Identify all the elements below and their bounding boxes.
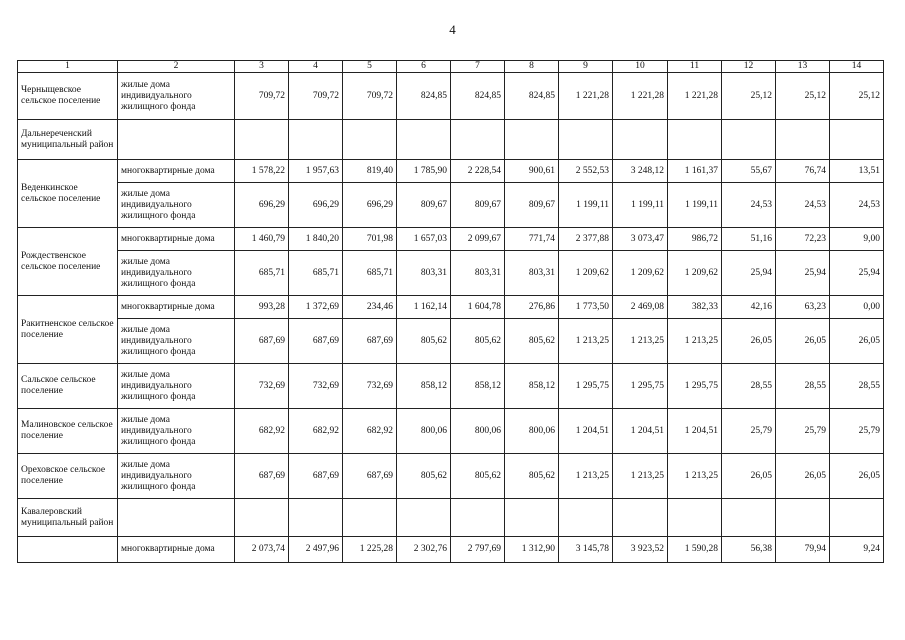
value-cell: 9,00 — [830, 228, 884, 251]
col-header: 1 — [18, 61, 118, 73]
value-cell: 685,71 — [343, 251, 397, 296]
value-cell: 900,61 — [505, 160, 559, 183]
value-cell: 2 228,54 — [451, 160, 505, 183]
value-cell: 1 204,51 — [613, 409, 668, 454]
value-cell — [559, 499, 613, 537]
value-cell — [722, 120, 776, 160]
value-cell: 3 923,52 — [613, 537, 668, 563]
housing-type-cell: жилые дома индивидуального жилищного фонда — [118, 319, 235, 364]
value-cell — [830, 120, 884, 160]
value-cell: 819,40 — [343, 160, 397, 183]
value-cell: 805,62 — [505, 454, 559, 499]
value-cell: 28,55 — [776, 364, 830, 409]
table-row — [18, 364, 884, 409]
value-cell: 25,79 — [830, 409, 884, 454]
territory-cell: Дальнереченский муниципальный район — [18, 120, 118, 160]
value-cell — [613, 499, 668, 537]
value-cell: 800,06 — [397, 409, 451, 454]
table-row — [18, 251, 884, 296]
table-row — [18, 319, 884, 364]
value-cell: 1 225,28 — [343, 537, 397, 563]
value-cell: 1 590,28 — [668, 537, 722, 563]
territory-cell: Кавалеровский муниципальный район — [18, 499, 118, 537]
territory-cell: Рождественское сельское поселение — [18, 228, 118, 296]
value-cell: 3 248,12 — [613, 160, 668, 183]
value-cell: 26,05 — [722, 454, 776, 499]
value-cell: 858,12 — [397, 364, 451, 409]
value-cell: 51,16 — [722, 228, 776, 251]
value-cell: 24,53 — [830, 183, 884, 228]
value-cell: 1 204,51 — [668, 409, 722, 454]
value-cell — [668, 499, 722, 537]
value-cell: 1 213,25 — [559, 454, 613, 499]
value-cell: 1 604,78 — [451, 296, 505, 319]
value-cell: 732,69 — [289, 364, 343, 409]
value-cell: 26,05 — [722, 319, 776, 364]
value-cell: 1 213,25 — [668, 319, 722, 364]
value-cell: 24,53 — [722, 183, 776, 228]
value-cell: 803,31 — [451, 251, 505, 296]
value-cell — [343, 499, 397, 537]
value-cell: 696,29 — [343, 183, 397, 228]
value-cell: 3 073,47 — [613, 228, 668, 251]
value-cell: 687,69 — [289, 454, 343, 499]
value-cell: 682,92 — [289, 409, 343, 454]
value-cell: 809,67 — [505, 183, 559, 228]
value-cell: 1 213,25 — [613, 454, 668, 499]
value-cell: 1 221,28 — [613, 73, 668, 120]
value-cell — [505, 499, 559, 537]
value-cell — [505, 120, 559, 160]
value-cell: 1 221,28 — [559, 73, 613, 120]
page-number: 4 — [449, 22, 456, 37]
value-cell — [451, 499, 505, 537]
value-cell: 1 199,11 — [668, 183, 722, 228]
value-cell: 1 209,62 — [559, 251, 613, 296]
value-cell: 0,00 — [830, 296, 884, 319]
value-cell: 76,74 — [776, 160, 830, 183]
value-cell: 1 312,90 — [505, 537, 559, 563]
value-cell: 9,24 — [830, 537, 884, 563]
value-cell: 25,79 — [776, 409, 830, 454]
value-cell: 732,69 — [343, 364, 397, 409]
value-cell: 1 460,79 — [235, 228, 289, 251]
value-cell: 682,92 — [343, 409, 397, 454]
header-row — [18, 61, 884, 73]
value-cell: 26,05 — [776, 454, 830, 499]
value-cell — [559, 120, 613, 160]
col-header: 7 — [451, 61, 505, 73]
table-row — [18, 73, 884, 120]
value-cell: 1 773,50 — [559, 296, 613, 319]
value-cell: 2 073,74 — [235, 537, 289, 563]
value-cell: 1 161,37 — [668, 160, 722, 183]
value-cell: 803,31 — [397, 251, 451, 296]
housing-type-cell: жилые дома индивидуального жилищного фонда — [118, 73, 235, 120]
value-cell: 56,38 — [722, 537, 776, 563]
col-header: 10 — [613, 61, 668, 73]
value-cell — [776, 120, 830, 160]
value-cell — [776, 499, 830, 537]
value-cell: 682,92 — [235, 409, 289, 454]
value-cell: 1 295,75 — [668, 364, 722, 409]
value-cell: 79,94 — [776, 537, 830, 563]
value-cell: 709,72 — [235, 73, 289, 120]
value-cell: 1 213,25 — [559, 319, 613, 364]
value-cell — [397, 120, 451, 160]
value-cell: 771,74 — [505, 228, 559, 251]
tariff-table — [17, 60, 884, 563]
table-row — [18, 454, 884, 499]
value-cell: 2 497,96 — [289, 537, 343, 563]
value-cell: 1 840,20 — [289, 228, 343, 251]
value-cell: 1 199,11 — [559, 183, 613, 228]
value-cell: 28,55 — [722, 364, 776, 409]
value-cell — [235, 120, 289, 160]
table-row — [18, 409, 884, 454]
col-header: 9 — [559, 61, 613, 73]
value-cell: 2 797,69 — [451, 537, 505, 563]
value-cell: 25,94 — [830, 251, 884, 296]
value-cell — [289, 499, 343, 537]
col-header: 11 — [668, 61, 722, 73]
value-cell: 1 204,51 — [559, 409, 613, 454]
value-cell: 687,69 — [235, 319, 289, 364]
value-cell: 805,62 — [397, 454, 451, 499]
value-cell: 805,62 — [505, 319, 559, 364]
col-header: 12 — [722, 61, 776, 73]
territory-cell: Ореховское сельское поселение — [18, 454, 118, 499]
value-cell: 1 221,28 — [668, 73, 722, 120]
value-cell: 25,94 — [776, 251, 830, 296]
housing-type-cell: многоквартирные дома — [118, 160, 235, 183]
value-cell: 696,29 — [235, 183, 289, 228]
value-cell: 1 209,62 — [613, 251, 668, 296]
table-row — [18, 499, 884, 537]
col-header: 3 — [235, 61, 289, 73]
value-cell: 42,16 — [722, 296, 776, 319]
housing-type-cell — [118, 499, 235, 537]
value-cell: 701,98 — [343, 228, 397, 251]
value-cell: 72,23 — [776, 228, 830, 251]
value-cell: 986,72 — [668, 228, 722, 251]
value-cell: 28,55 — [830, 364, 884, 409]
value-cell: 25,12 — [776, 73, 830, 120]
value-cell: 26,05 — [830, 319, 884, 364]
value-cell — [830, 499, 884, 537]
value-cell: 809,67 — [451, 183, 505, 228]
housing-type-cell: многоквартирные дома — [118, 228, 235, 251]
value-cell: 687,69 — [235, 454, 289, 499]
value-cell: 800,06 — [505, 409, 559, 454]
housing-type-cell: жилые дома индивидуального жилищного фонда — [118, 364, 235, 409]
value-cell: 25,79 — [722, 409, 776, 454]
value-cell: 1 578,22 — [235, 160, 289, 183]
housing-type-cell: жилые дома индивидуального жилищного фонда — [118, 183, 235, 228]
value-cell — [722, 499, 776, 537]
table-row — [18, 183, 884, 228]
value-cell — [289, 120, 343, 160]
value-cell: 24,53 — [776, 183, 830, 228]
value-cell: 26,05 — [776, 319, 830, 364]
value-cell — [668, 120, 722, 160]
value-cell — [613, 120, 668, 160]
col-header: 2 — [118, 61, 235, 73]
value-cell: 1 295,75 — [559, 364, 613, 409]
housing-type-cell: многоквартирные дома — [118, 537, 235, 563]
value-cell: 732,69 — [235, 364, 289, 409]
value-cell: 1 785,90 — [397, 160, 451, 183]
value-cell: 824,85 — [451, 73, 505, 120]
value-cell: 824,85 — [505, 73, 559, 120]
value-cell — [235, 499, 289, 537]
housing-type-cell: жилые дома индивидуального жилищного фонда — [118, 454, 235, 499]
value-cell: 1 372,69 — [289, 296, 343, 319]
table-row — [18, 228, 884, 251]
value-cell: 26,05 — [830, 454, 884, 499]
value-cell: 858,12 — [451, 364, 505, 409]
value-cell: 25,94 — [722, 251, 776, 296]
value-cell: 687,69 — [343, 319, 397, 364]
value-cell: 234,46 — [343, 296, 397, 319]
col-header: 4 — [289, 61, 343, 73]
value-cell: 1 657,03 — [397, 228, 451, 251]
value-cell: 2 099,67 — [451, 228, 505, 251]
table-row — [18, 537, 884, 563]
table-row — [18, 160, 884, 183]
value-cell: 25,12 — [830, 73, 884, 120]
territory-cell: Черныщевское сельское поселение — [18, 73, 118, 120]
value-cell: 2 377,88 — [559, 228, 613, 251]
value-cell: 55,67 — [722, 160, 776, 183]
col-header: 5 — [343, 61, 397, 73]
territory-cell: Веденкинское сельское поселение — [18, 160, 118, 228]
value-cell: 809,67 — [397, 183, 451, 228]
value-cell: 685,71 — [289, 251, 343, 296]
col-header: 14 — [830, 61, 884, 73]
col-header: 13 — [776, 61, 830, 73]
value-cell: 805,62 — [451, 319, 505, 364]
value-cell: 382,33 — [668, 296, 722, 319]
value-cell: 685,71 — [235, 251, 289, 296]
value-cell — [451, 120, 505, 160]
value-cell: 687,69 — [289, 319, 343, 364]
housing-type-cell: жилые дома индивидуального жилищного фонда — [118, 251, 235, 296]
value-cell: 696,29 — [289, 183, 343, 228]
value-cell: 687,69 — [343, 454, 397, 499]
value-cell: 993,28 — [235, 296, 289, 319]
value-cell: 13,51 — [830, 160, 884, 183]
value-cell: 1 957,63 — [289, 160, 343, 183]
value-cell: 824,85 — [397, 73, 451, 120]
value-cell: 1 213,25 — [613, 319, 668, 364]
col-header: 6 — [397, 61, 451, 73]
value-cell: 1 295,75 — [613, 364, 668, 409]
value-cell: 1 199,11 — [613, 183, 668, 228]
value-cell: 709,72 — [343, 73, 397, 120]
territory-cell: Малиновское сельское поселение — [18, 409, 118, 454]
value-cell: 63,23 — [776, 296, 830, 319]
territory-cell: Сальское сельское поселение — [18, 364, 118, 409]
value-cell: 25,12 — [722, 73, 776, 120]
value-cell: 1 209,62 — [668, 251, 722, 296]
value-cell: 2 552,53 — [559, 160, 613, 183]
value-cell: 858,12 — [505, 364, 559, 409]
value-cell: 800,06 — [451, 409, 505, 454]
value-cell: 1 213,25 — [668, 454, 722, 499]
value-cell: 3 145,78 — [559, 537, 613, 563]
territory-cell: Ракитненское сельское поселение — [18, 296, 118, 364]
territory-cell — [18, 537, 118, 563]
housing-type-cell: многоквартирные дома — [118, 296, 235, 319]
value-cell: 2 302,76 — [397, 537, 451, 563]
value-cell — [397, 499, 451, 537]
value-cell: 276,86 — [505, 296, 559, 319]
table-row — [18, 296, 884, 319]
housing-type-cell — [118, 120, 235, 160]
value-cell: 2 469,08 — [613, 296, 668, 319]
value-cell: 805,62 — [397, 319, 451, 364]
value-cell: 1 162,14 — [397, 296, 451, 319]
value-cell: 803,31 — [505, 251, 559, 296]
value-cell — [343, 120, 397, 160]
value-cell: 805,62 — [451, 454, 505, 499]
value-cell: 709,72 — [289, 73, 343, 120]
col-header: 8 — [505, 61, 559, 73]
table-row — [18, 120, 884, 160]
housing-type-cell: жилые дома индивидуального жилищного фонда — [118, 409, 235, 454]
